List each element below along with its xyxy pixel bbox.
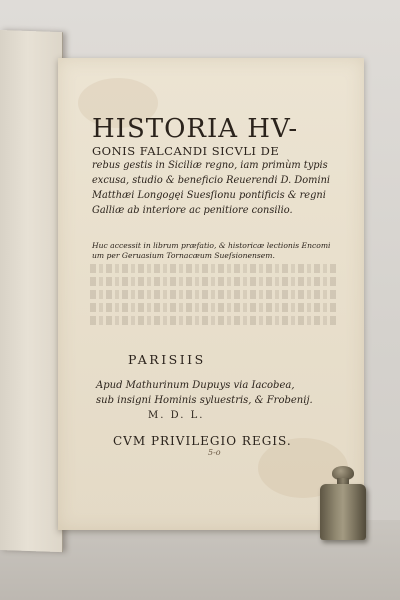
title-body-line: rebus gestis in Siciliæ regno, iam primùm typis	[92, 160, 328, 171]
title-page	[58, 58, 364, 530]
imprint-place: PARISIIS	[128, 352, 206, 367]
title-body-line: Matthæi Longogęi Suesſionu pontificis & regni	[92, 190, 326, 201]
weight-body	[320, 484, 366, 540]
imprint-line: sub insigni Hominis syluestris, & Frobenij.	[96, 395, 313, 406]
addendum-line: Huc accessit in librum præfatio, & historicæ lectionis Encomi	[92, 241, 331, 250]
imprint-year: M. D. L.	[148, 410, 205, 421]
privilege-line: CVM PRIVILEGIO REGIS.	[113, 434, 292, 448]
imprint-line: Apud Mathurinum Dupuys via Iacobea,	[96, 380, 295, 391]
show-through-text	[90, 264, 338, 334]
book-cover-board	[0, 30, 63, 552]
book-title-line2: GONIS FALCANDI SICVLI DE	[92, 144, 280, 158]
handwritten-note: 5-o	[208, 448, 221, 457]
title-body-line: Galliæ ab interiore ac penitiore consilio.	[92, 205, 293, 216]
title-body-line: excusa, studio & beneficio Reuerendi D. Domini	[92, 175, 331, 186]
addendum-line: um per Geruasium Tornacæum Sueſsionensem.	[92, 251, 275, 260]
brass-weight	[318, 466, 368, 542]
book-title-line1: HISTORIA HV-	[92, 114, 299, 144]
